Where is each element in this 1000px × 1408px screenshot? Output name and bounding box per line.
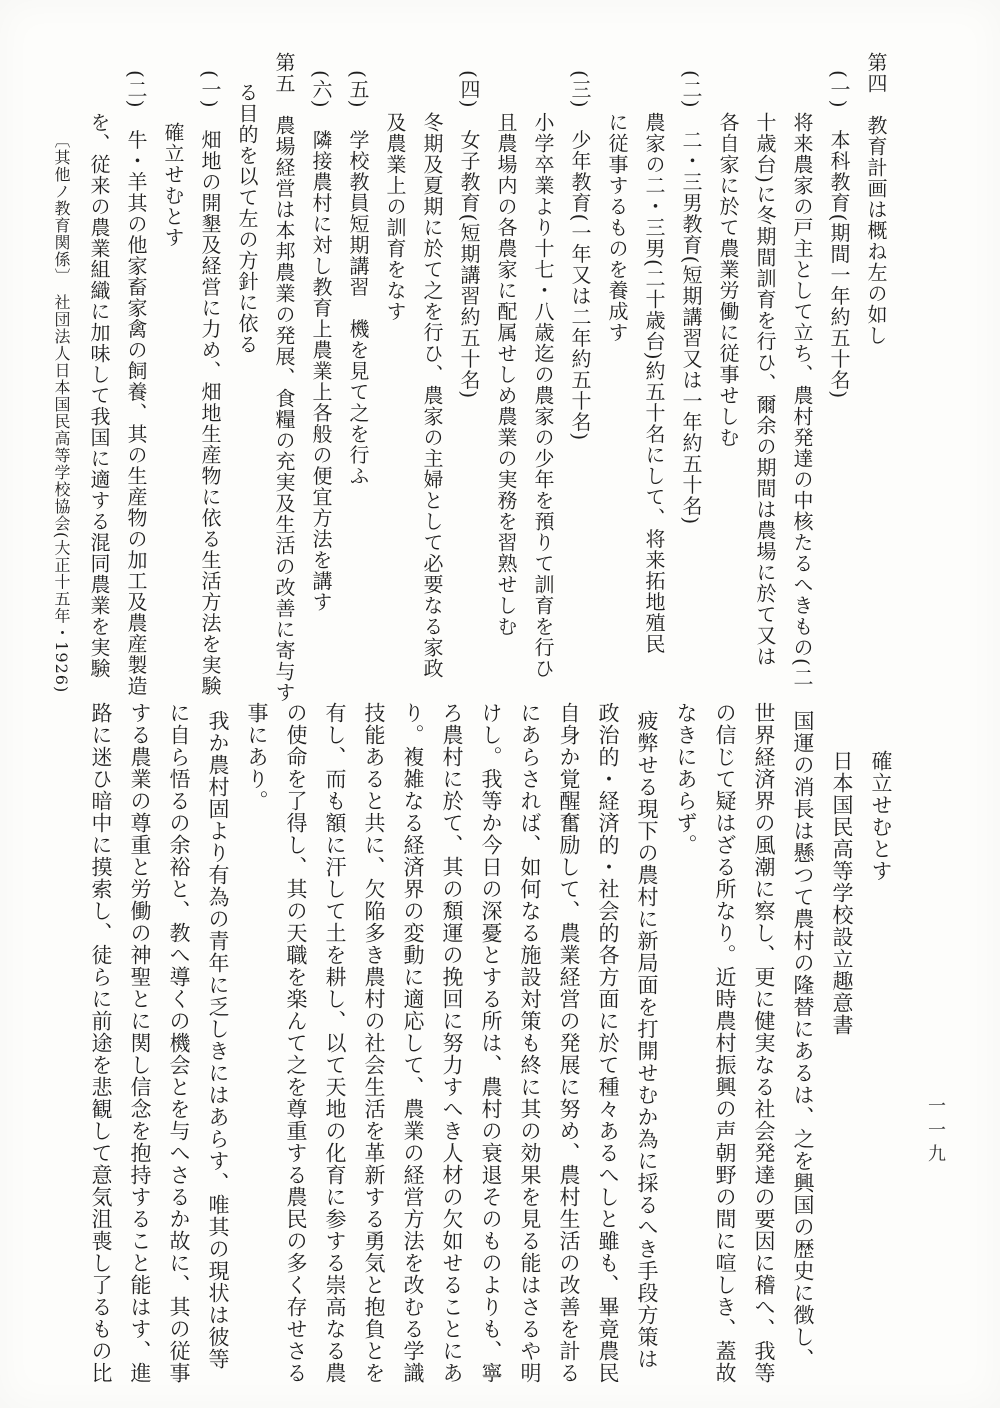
text-line: 日本国民高等学校設立趣意書 <box>830 750 854 1037</box>
text-line: (二) 二・三男教育(短期講習又は一年約五十名) <box>679 70 703 526</box>
text-line: 及農業上の訓育をなす <box>383 112 407 322</box>
text-line: に従事するものを養成す <box>605 112 629 343</box>
text-line: 路に迷ひ暗中に摸索し、徒らに前途を悲観して意気沮喪し了るもの比 <box>89 702 113 1384</box>
text-line: 世界経済界の風潮に察し、更に健実なる社会発達の要因に稽へ、我等 <box>752 702 776 1384</box>
text-line: 国運の消長は懸つて農村の隆替にあるは、之を興国の歴史に徴し、 <box>791 710 815 1371</box>
text-line: (一) 本科教育(期間一年約五十名) <box>827 70 851 400</box>
page-number: 一一九 <box>925 1096 946 1168</box>
text-line: 有し、而も額に汗して土を耕し、以て天地の化育に参する崇高なる農 <box>323 702 347 1384</box>
text-line: ろ農村に於て、其の頽運の挽回に努力すへき人材の欠如せることにあ <box>440 702 464 1384</box>
text-line: 自身か覚醒奮励して、農業経営の発展に努め、農村生活の改善を計る <box>557 702 581 1384</box>
text-line: (四) 女子教育(短期講習約五十名) <box>457 70 481 400</box>
text-line: 第四 教育計画は概ね左の如し <box>864 52 888 346</box>
text-line: 我か農村固より有為の青年に乏しきにはあらす、唯其の現状は彼等 <box>206 710 230 1371</box>
text-line: 疲弊せる現下の農村に新局面を打開せむか為に採るへき手段方策は <box>635 710 659 1371</box>
text-line: (二) 牛・羊其の他家畜家禽の飼養、其の生産物の加工及農産製造 <box>124 70 148 697</box>
text-line: (六) 隣接農村に対し教育上農業上各般の便宜方法を講す <box>309 70 333 613</box>
text-line: にあらされば、如何なる施設対策も終に其の効果を見る能はさるや明 <box>518 702 542 1384</box>
text-line: を、従来の農業組織に加味して我国に適する混同農業を実験 <box>87 112 111 679</box>
text-line: の信じて疑はざる所なり。近時農村振興の声朝野の間に喧しき、蓋故 <box>713 702 737 1384</box>
text-line: の使命を了得し、其の天職を楽んて之を尊重する農民の多く存せさる <box>284 702 308 1384</box>
text-line: けし。我等か今日の深憂とする所は、農村の衰退そのものよりも、寧 <box>479 702 503 1384</box>
prospectus-section <box>81 702 900 1408</box>
text-line: に自ら悟るの余裕と、教へ導くの機会とを与へさるか故に、其の従事 <box>167 702 191 1384</box>
text-line: 十歳台)に冬期間訓育を行ひ、爾余の期間は農場に於て又は <box>753 112 777 667</box>
text-line: (一) 畑地の開墾及経営に力め、畑地生産物に依る生活方法を実験 <box>198 70 222 697</box>
text-line: 第五 農場経営は本邦農業の発展、食糧の充実及生活の改善に寄与す <box>272 52 296 703</box>
text-line: 将来農家の戸主として立ち、農村発達の中核たるへきもの(二 <box>790 112 814 688</box>
text-line: 農家の二・三男(二十歳台)約五十名にして、将来拓地殖民 <box>642 112 666 655</box>
text-line: 確立せむとす <box>869 750 893 883</box>
text-line: 政治的・経済的・社会的各方面に於て種々あるへしと雖も、畢竟農民 <box>596 702 620 1384</box>
text-line: 〔其他ノ教育関係〕 社団法人日本国民高等学校協会(大正十五年・1926) <box>52 132 71 694</box>
text-line: る目的を以て左の方針に依る <box>235 82 259 355</box>
text-line: なきにあらず。 <box>674 702 698 856</box>
text-line: 各自家に於て農業労働に従事せしむ <box>716 112 740 448</box>
text-line: (三) 少年教育(一年又は二年約五十名) <box>568 70 592 442</box>
text-line: 技能あると共に、欠陥多き農村の社会生活を革新する勇気と抱負とを <box>362 702 386 1384</box>
text-line: 小学卒業より十七・八歳迄の農家の少年を預りて訓育を行ひ <box>531 112 555 679</box>
text-line: 冬期及夏期に於て之を行ひ、農家の主婦として必要なる家政 <box>420 112 444 679</box>
text-line: 確立せむとす <box>161 122 185 248</box>
text-line: する農業の尊重と労働の神聖とに関し信念を抱持すること能はす、進 <box>128 702 152 1384</box>
education-plan-section <box>43 52 894 772</box>
text-line: 且農場内の各農家に配属せしめ農業の実務を習熟せしむ <box>494 112 518 637</box>
text-line: 事にあり。 <box>245 702 269 812</box>
text-line: り。複雑なる経済界の変動に適応して、農業の経営方法を改むる学識 <box>401 702 425 1384</box>
text-line: (五) 学校教員短期講習 機を見て之を行ふ <box>346 70 370 487</box>
